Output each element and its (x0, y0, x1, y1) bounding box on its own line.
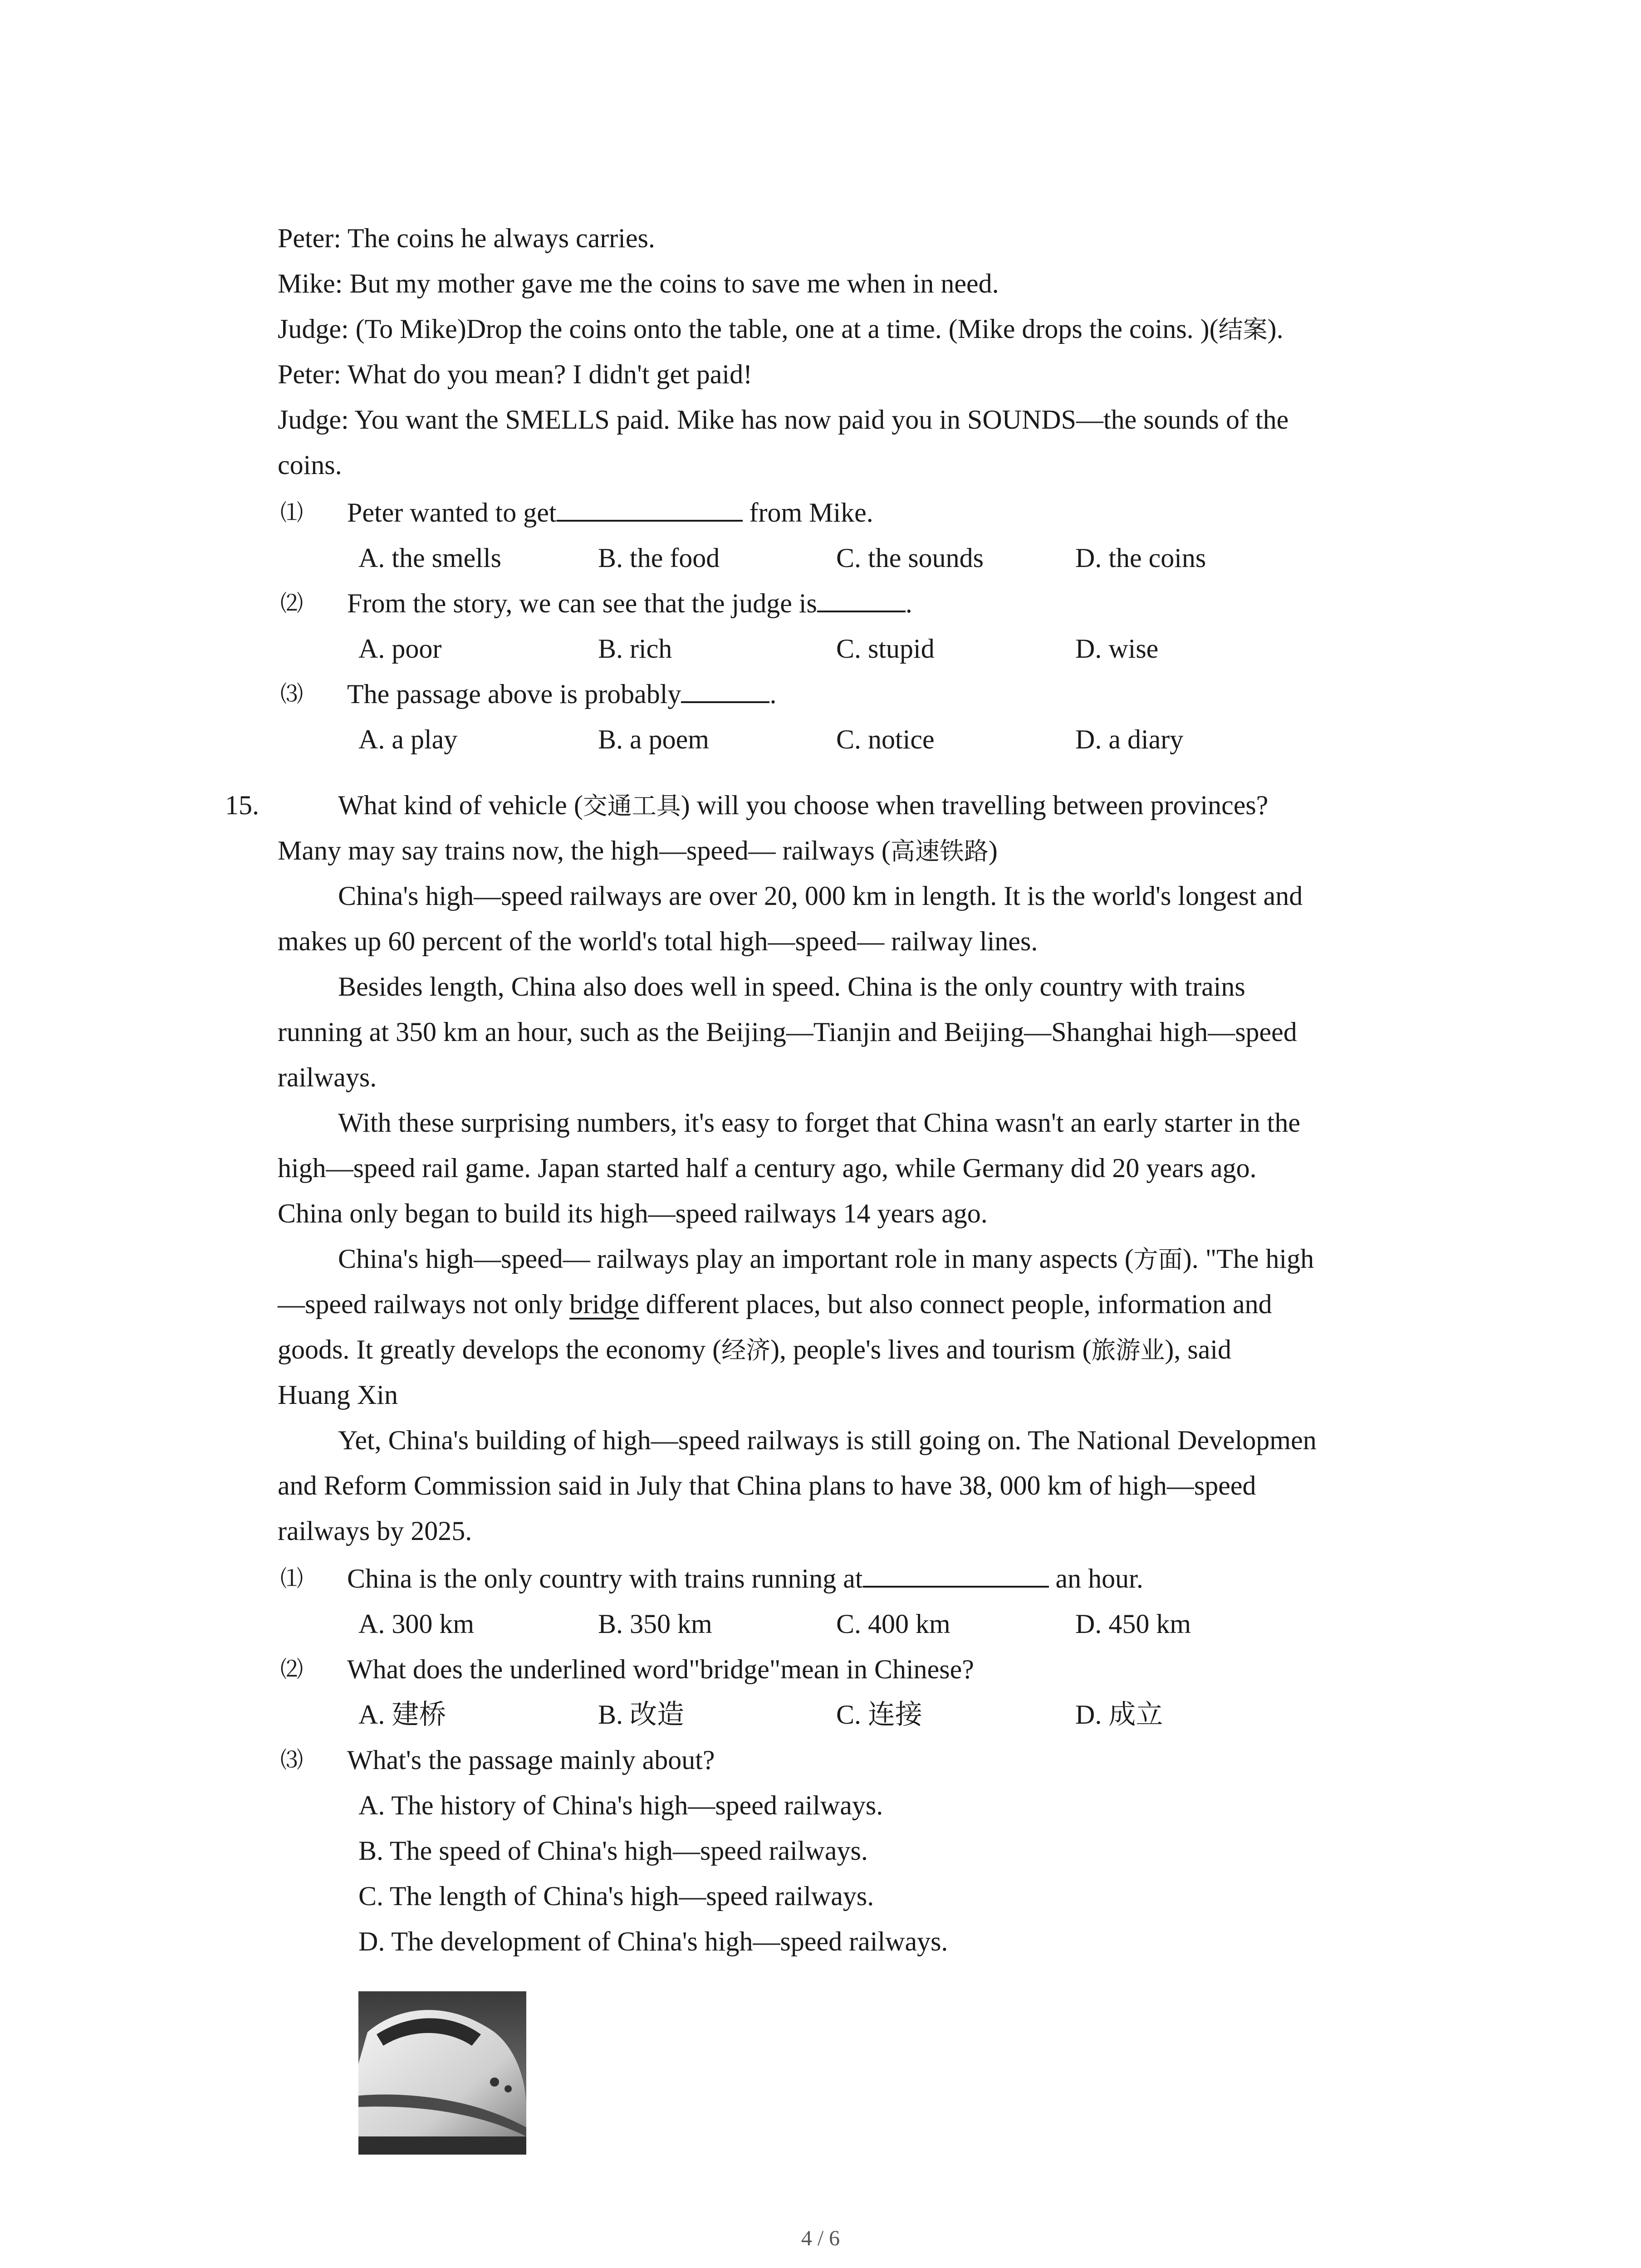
passage-line: Many may say trains now, the high—speed— railways (高速铁路) (278, 836, 998, 865)
passage-line: makes up 60 percent of the world's total high—speed— railway lines. (278, 926, 1038, 956)
question-text: The passage above is probably . (347, 671, 776, 717)
option-c[interactable]: C. The length of China's high—speed railways. (358, 1881, 874, 1911)
option-b[interactable]: B. The speed of China's high—speed railways. (358, 1836, 868, 1866)
question-text: What's the passage mainly about? (347, 1745, 715, 1775)
option-d[interactable]: D. wise (1075, 634, 1159, 664)
question-text: Peter wanted to get from Mike. (347, 490, 873, 535)
question-number: ⑶ (280, 1747, 303, 1773)
option-d[interactable]: D. The development of China's high—speed railways. (358, 1926, 948, 1956)
option-c[interactable]: C. 连接 (836, 1700, 923, 1730)
option-a[interactable]: A. 建桥 (358, 1700, 446, 1730)
question-number: ⑴ (280, 500, 303, 525)
option-b[interactable]: B. 350 km (598, 1609, 712, 1639)
passage-line: railways by 2025. (278, 1516, 472, 1546)
train-photo (358, 1991, 526, 2155)
passage-line: and Reform Commission said in July that China plans to have 38, 000 km of high—speed (278, 1471, 1256, 1501)
passage-line: Besides length, China also does well in speed. China is the only country with trains (338, 972, 1245, 1002)
option-c[interactable]: C. notice (836, 724, 935, 754)
option-a[interactable]: A. 300 km (358, 1609, 474, 1639)
option-c[interactable]: C. stupid (836, 634, 935, 664)
passage-line: Yet, China's building of high—speed railways is still going on. The National Developmen (338, 1425, 1317, 1455)
question-number: ⑵ (280, 1657, 303, 1682)
option-b[interactable]: B. 改造 (598, 1700, 685, 1730)
question-number: ⑵ (280, 591, 303, 616)
option-d[interactable]: D. the coins (1075, 543, 1206, 573)
passage-line: —speed railways not only bridge different places, but also connect people, information and (278, 1289, 1272, 1319)
dialogue-line: Judge: (To Mike)Drop the coins onto the table, one at a time. (Mike drops the coins. )(结案). (278, 314, 1283, 344)
dialogue-line: coins. (278, 450, 342, 480)
question-text: China is the only country with trains running at an hour. (347, 1556, 1143, 1601)
train-illustration (358, 1991, 526, 2155)
passage-line: running at 350 km an hour, such as the Beijing—Tianjin and Beijing—Shanghai high—speed (278, 1017, 1297, 1047)
option-d[interactable]: D. a diary (1075, 724, 1184, 754)
option-c[interactable]: C. the sounds (836, 543, 984, 573)
underlined-word: bridge (569, 1289, 639, 1319)
dialogue-line: Peter: What do you mean? I didn't get paid! (278, 359, 753, 389)
passage-line: Huang Xin (278, 1380, 398, 1410)
answer-blank[interactable] (557, 492, 743, 522)
passage-line: With these surprising numbers, it's easy to forget that China wasn't an early starter in the (338, 1108, 1300, 1138)
question-number: ⑶ (280, 681, 303, 707)
passage-line: What kind of vehicle (交通工具) will you choose when travelling between provinces? (338, 790, 1269, 820)
dialogue-line: Judge: You want the SMELLS paid. Mike has now paid you in SOUNDS—the sounds of the (278, 405, 1289, 435)
option-b[interactable]: B. rich (598, 634, 672, 664)
passage-line: railways. (278, 1062, 377, 1092)
option-d[interactable]: D. 450 km (1075, 1609, 1191, 1639)
dialogue-line: Mike: But my mother gave me the coins to save me when in need. (278, 269, 999, 298)
question-text: From the story, we can see that the judge is . (347, 581, 912, 626)
option-b[interactable]: B. a poem (598, 724, 709, 754)
option-b[interactable]: B. the food (598, 543, 720, 573)
option-a[interactable]: A. the smells (358, 543, 501, 573)
question-number: ⑴ (280, 1566, 303, 1591)
passage-line: high—speed rail game. Japan started half a century ago, while Germany did 20 years ago. (278, 1153, 1257, 1183)
item-number: 15. (225, 790, 259, 820)
passage-line: China's high—speed railways are over 20, 000 km in length. It is the world's longest and (338, 881, 1303, 911)
option-a[interactable]: A. a play (358, 724, 458, 754)
passage-line: goods. It greatly develops the economy (经济), people's lives and tourism (旅游业), said (278, 1334, 1232, 1364)
page-number: 4 / 6 (801, 2226, 840, 2250)
option-a[interactable]: A. The history of China's high—speed railways. (358, 1790, 883, 1820)
question-text: What does the underlined word"bridge"mean in Chinese? (347, 1654, 974, 1684)
option-d[interactable]: D. 成立 (1075, 1700, 1163, 1730)
option-c[interactable]: C. 400 km (836, 1609, 950, 1639)
passage-line: China's high—speed— railways play an important role in many aspects (方面). "The high (338, 1244, 1314, 1274)
answer-blank[interactable] (863, 1558, 1049, 1588)
answer-blank[interactable] (681, 673, 769, 703)
passage-line: China only began to build its high—speed railways 14 years ago. (278, 1198, 988, 1228)
option-a[interactable]: A. poor (358, 634, 442, 664)
answer-blank[interactable] (817, 582, 906, 612)
dialogue-line: Peter: The coins he always carries. (278, 223, 655, 253)
